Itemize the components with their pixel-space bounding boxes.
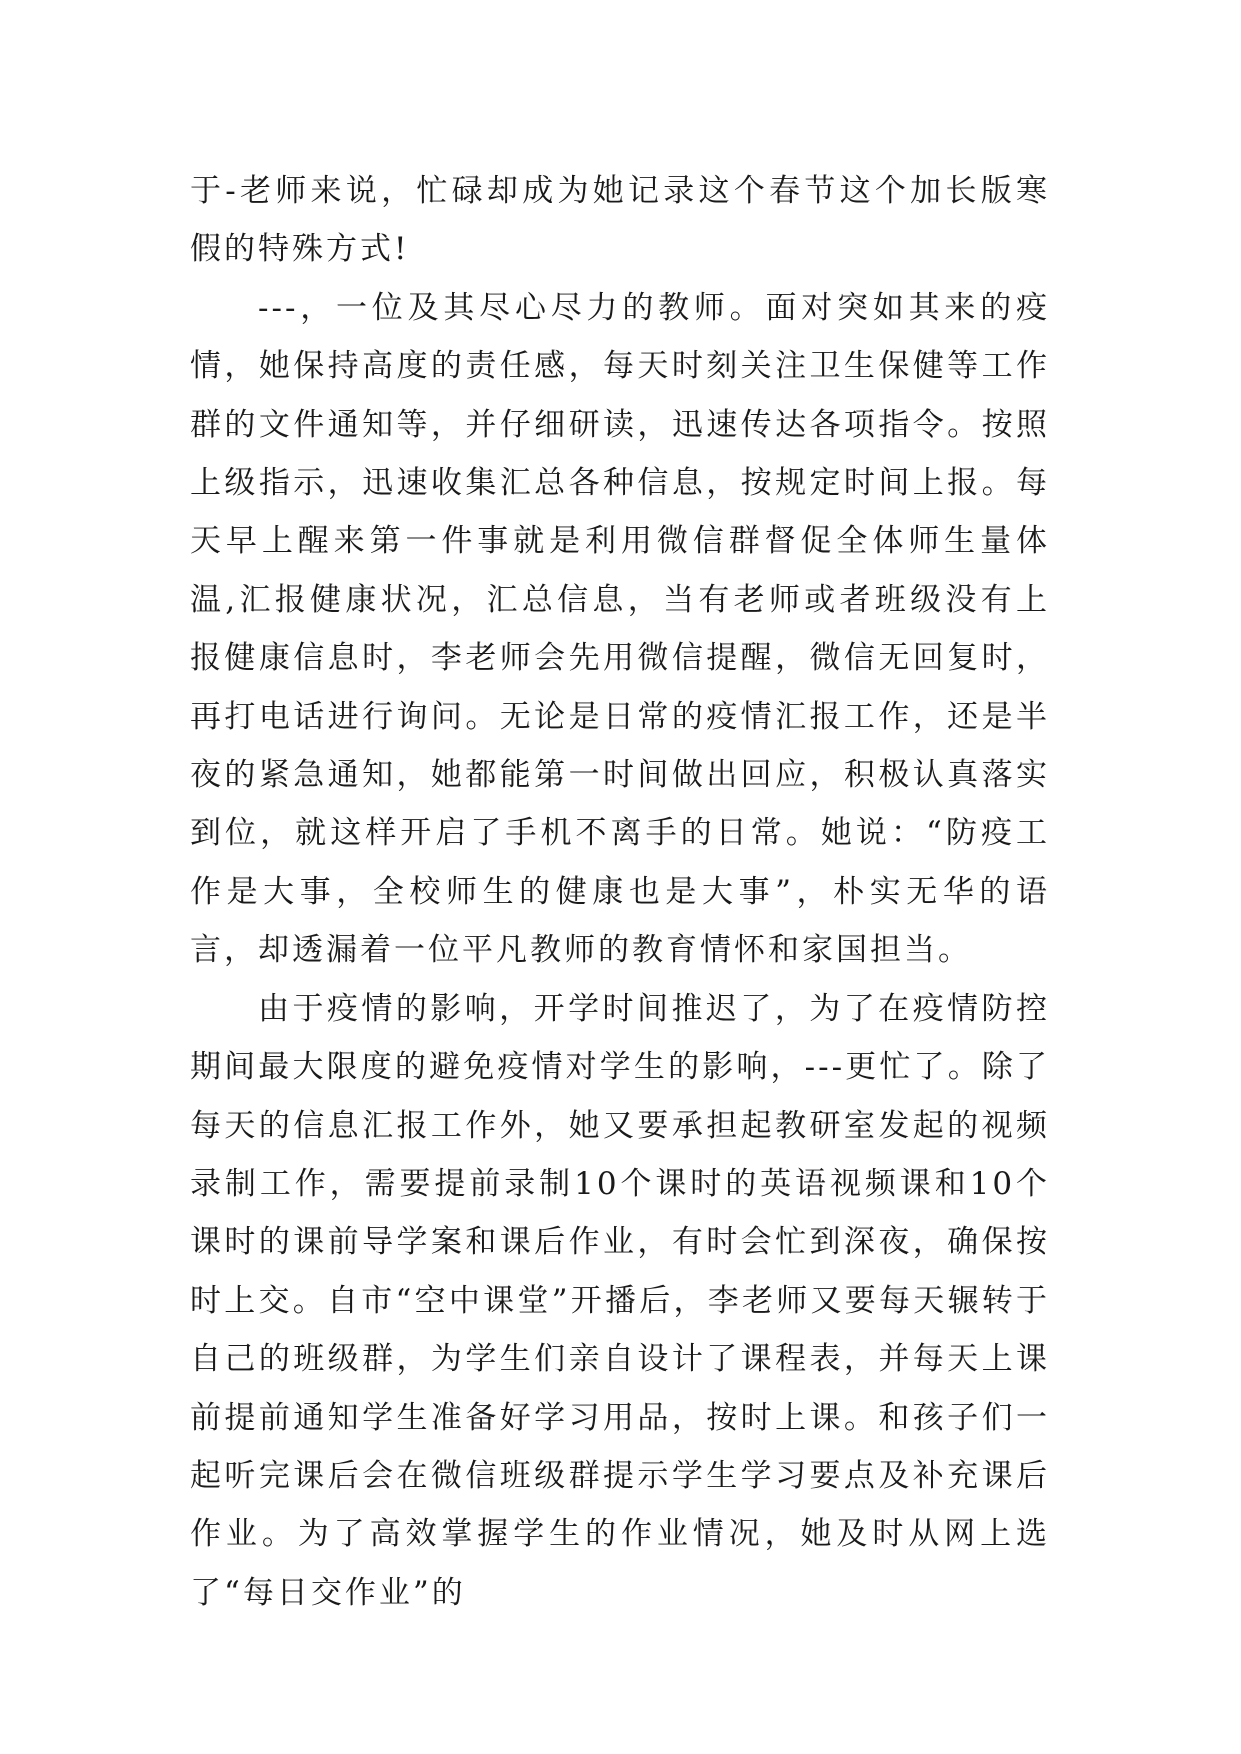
body-text (190, 162, 1050, 1622)
paragraph-teacher-duties: ---，一位及其尽心尽力的教师。面对突如其来的疫情，她保持高度的责任感，每天时刻关注卫生保健等工作群的文件通知等，并仔细研读，迅速传达各项指令。按照上级指示，迅速收集汇总各种信息，按规定时间上报。每天早上醒来第一件事就是利用微信群督促全体师生量体温,汇报健康状况，汇总信息，当有老师或者班级没有上报健康信息时，李老师会先用微信提醒，微信无回复时，再打电话进行询问。无论是日常的疫情汇报工作，还是半夜的紧急通知，她都能第一时间做出回应，积极认真落实到位，就这样开启了手机不离手的日常。她说：“防疫工作是大事，全校师生的健康也是大事”，朴实无华的语言，却透漏着一位平凡教师的教育情怀和家国担当。 (190, 289, 1050, 969)
paragraph-continuation: 于-老师来说，忙碌却成为她记录这个春节这个加长版寒假的特殊方式! (190, 173, 1050, 268)
paragraph-online-teaching: 由于疫情的影响，开学时间推迟了，为了在疫情防控期间最大限度的避免疫情对学生的影响，---更忙了。除了每天的信息汇报工作外，她又要承担起教研室发起的视频录制工作，需要提前录制10个课时的英语视频课和10个课时的课前导学案和课后作业，有时会忙到深夜，确保按时上交。自市“空中课堂”开播后，李老师又要每天辗转于自己的班级群，为学生们亲自设计了课程表，并每天上课前提前通知学生准备好学习用品，按时上课。和孩子们一起听完课后会在微信班级群提示学生学习要点及补充课后作业。为了高效掌握学生的作业情况，她及时从网上选了“每日交作业”的 (190, 990, 1050, 1611)
